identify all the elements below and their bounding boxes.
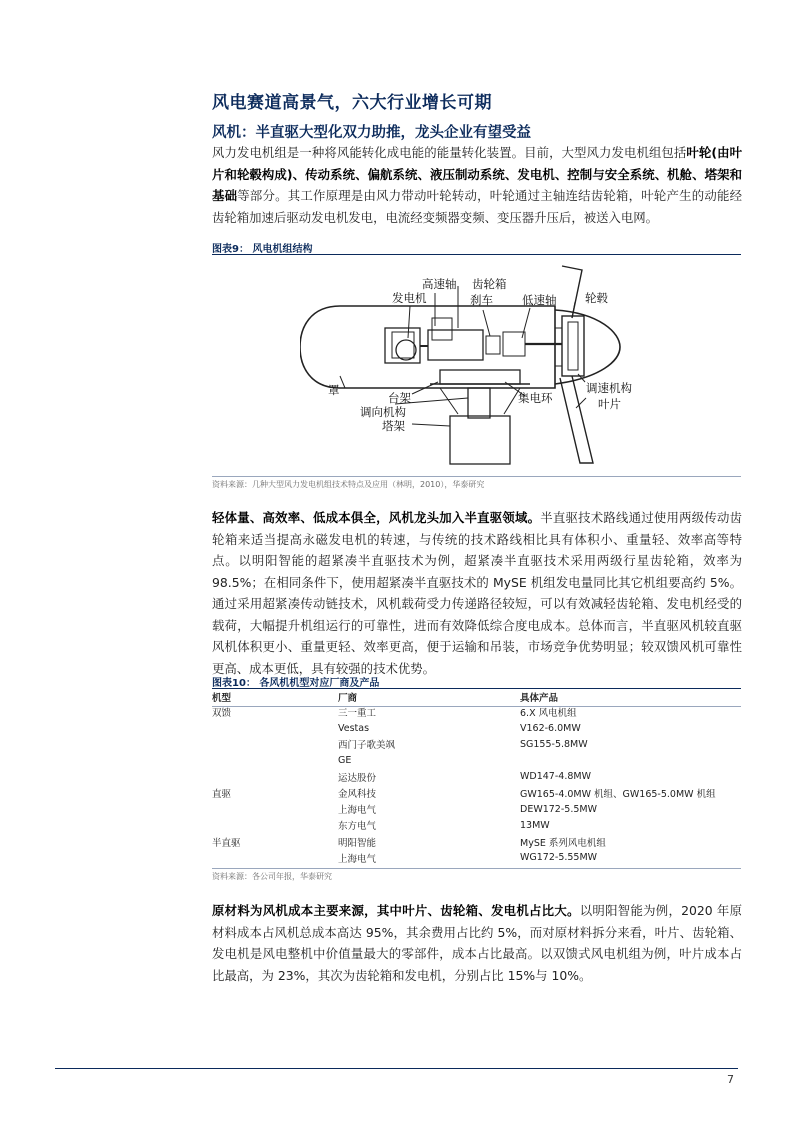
table-row: 上海电气 WG172-5.55MW xyxy=(338,852,598,865)
header-model: 机型 xyxy=(212,693,232,704)
label-slip-ring: 集电环 xyxy=(518,391,553,405)
wind-turbine-diagram xyxy=(300,258,646,473)
para3-text: 以明阳智能为例，2020 年原材料成本占风机总成本高达 95%，其余费用占比约 5%，而对原材料拆分来看，叶片、齿轮箱、发电机是风电整机中价值量最大的零部件，成本占比最高。以双馈式风电机组为例，叶片成本占比最高，为 23%，其次为齿轮箱和发电机，分别占比 15%与 10%。 xyxy=(212,903,742,983)
table10-source: 资料来源：各公司年报，华泰研究 xyxy=(212,872,332,881)
table-row: 运达股份 WD147-4.8MW xyxy=(338,771,591,784)
figure9-source: 资料来源：几种大型风力发电机组技术特点及应用（林明，2010），华泰研究 xyxy=(212,480,485,489)
label-low-speed-shaft: 低速轴 xyxy=(522,293,557,307)
intro-text-end: 等部分。其工作原理是由风力带动叶轮转动，叶轮通过主轴连结齿轮箱，叶轮产生的动能经齿轮箱加速后驱动发电机发电，电流经变频器变频、变压器升压后，被送入电网。 xyxy=(212,188,743,225)
label-platform: 台架 xyxy=(388,391,411,405)
label-tower: 塔架 xyxy=(382,419,405,433)
table10-title: 图表10： 各风机机型对应厂商及产品 xyxy=(212,678,380,689)
subsection-heading: 风机：半直驱大型化双力助推，龙头企业有望受益 xyxy=(212,125,531,141)
label-pitch: 调速机构 xyxy=(586,381,632,395)
label-cover: 罩 xyxy=(328,383,340,397)
footer-rule xyxy=(55,1068,738,1069)
intro-paragraph xyxy=(212,142,742,228)
products-table xyxy=(212,690,741,866)
table-row: Vestas V162-6.0MW xyxy=(338,722,581,734)
table10-top-rule xyxy=(212,688,741,689)
table10-header-rule xyxy=(212,706,741,707)
para3-bold-text: 原材料为风机成本主要来源，其中叶片、齿轮箱、发电机占比大。 xyxy=(212,903,580,918)
table-row: 半直驱 明阳智能 MySE 系列风电机组 xyxy=(212,837,606,849)
semi-direct-drive-paragraph xyxy=(212,507,742,679)
label-gearbox: 齿轮箱 xyxy=(472,277,507,291)
table-row: 直驱 金风科技 GW165-4.0MW 机组、GW165-5.0MW 机组 xyxy=(212,789,716,801)
header-product: 具体产品 xyxy=(520,693,559,704)
intro-bold-text: 叶轮(由叶片和轮毂构成)、传动系统、偏航系统、液压制动系统、发电机、控制与安全系统、机舱、塔架和基础 xyxy=(212,145,743,203)
table-row: 双馈 三一重工 6.X 风电机组 xyxy=(212,708,577,720)
table-row: 东方电气 13MW xyxy=(338,819,550,833)
figure9-title: 图表9： 风电机组结构 xyxy=(212,244,313,255)
figure9-bottom-rule xyxy=(212,476,741,477)
label-yaw: 调向机构 xyxy=(360,405,406,419)
table-header-row xyxy=(212,690,741,704)
label-brake: 刹车 xyxy=(470,293,493,307)
label-generator: 发电机 xyxy=(392,291,427,305)
table10-bottom-rule xyxy=(212,868,741,869)
table-row: 上海电气 DEW172-5.5MW xyxy=(338,803,597,817)
para2-text: 半直驱技术路线通过使用两级传动齿轮箱来适当提高永磁发电机的转速，与传统的技术路线相比具有体积小、重量轻、效率高等特点。以明阳智能的超紧凑半直驱技术为例，超紧凑半直驱技术采用两级行星齿轮箱，效率为 98.5%；在相同条件下，使用超紧凑半直驱技术的 MySE 机组发电量同比其它机组要高约 5%。通过采用超紧凑传动链技术，风机载荷受力传递路径较短，可以有效减轻齿轮箱、发电机经受的载荷，大幅提升机组运行的可靠性，进而有效降低综合度电成本。总体而言，半直驱风机较直驱风机体积更小、重量更轻、效率更高，便于运输和吊装，市场竞争优势明显；较双馈风机可靠性更高、成本更低，具有较强的技术优势。 xyxy=(212,510,743,676)
label-high-speed-shaft: 高速轴 xyxy=(422,277,457,291)
header-maker: 厂商 xyxy=(338,693,358,704)
table-row: 西门子歌美飒 SG155-5.8MW xyxy=(338,738,588,752)
table-row: GE xyxy=(338,755,352,767)
label-hub: 轮毂 xyxy=(585,291,608,305)
page-number: 7 xyxy=(727,1073,734,1086)
section-heading: 风电赛道高景气，六大行业增长可期 xyxy=(212,93,492,113)
figure9-top-rule xyxy=(212,254,741,255)
intro-text: 风力发电机组是一种将风能转化成电能的能量转化装置。目前，大型风力发电机组包括 xyxy=(212,145,687,160)
raw-material-paragraph xyxy=(212,900,742,986)
label-blade: 叶片 xyxy=(598,397,621,411)
para2-bold-text: 轻体量、高效率、低成本俱全，风机龙头加入半直驱领域。 xyxy=(212,510,541,525)
